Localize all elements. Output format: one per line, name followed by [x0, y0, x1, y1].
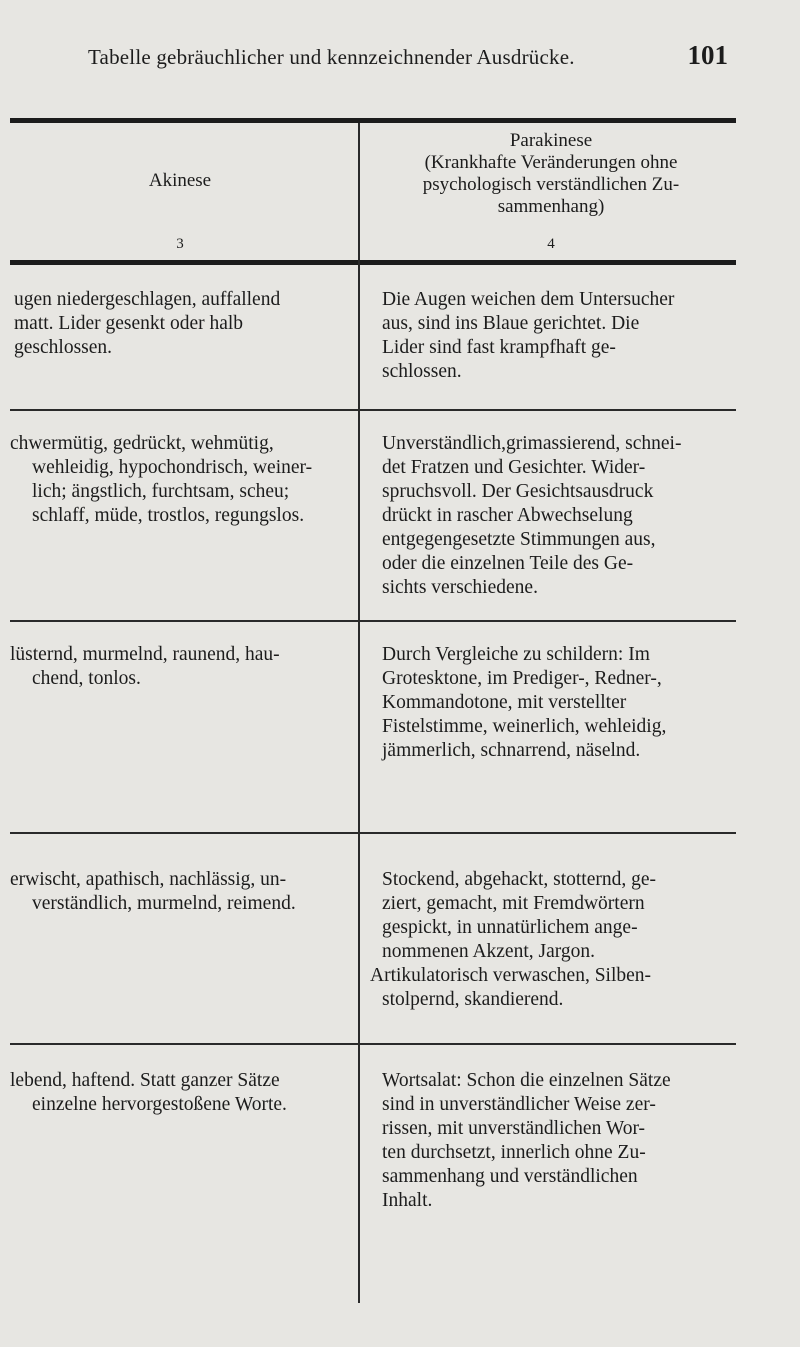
row-separator: [10, 832, 736, 834]
table-row-5-right: Wortsalat: Schon die einzelnen Sätze sind in unverständlicher Weise zer- rissen, mit unverständlichen Wor- ten durchsetzt, innerlich ohne Zu- sammenhang und verständlichen Inhalt.: [382, 1070, 671, 1211]
header-bottom-rule: [10, 260, 736, 265]
running-title: Tabelle gebräuchlicher und kennzeichnender Ausdrücke.: [88, 45, 575, 69]
table-top-rule: [10, 118, 736, 123]
table-row-1-left: ugen niedergeschlagen, auffallend matt. Lider gesenkt oder halb geschlossen.: [14, 289, 281, 358]
table-row-5-left: lebend, haftend. Statt ganzer Sätze einzelne hervorgestoßene Worte.: [10, 1070, 287, 1115]
row-separator: [10, 409, 736, 411]
column-number-3: 3: [176, 236, 184, 252]
column-number-4: 4: [547, 236, 555, 252]
page-number: 101: [687, 40, 728, 70]
table-row-4-left: erwischt, apathisch, nachlässig, un- verständlich, murmelnd, reimend.: [10, 869, 296, 914]
table-row-1-right: Die Augen weichen dem Untersucher aus, sind ins Blaue gerichtet. Die Lider sind fast krampfhaft ge- schlossen.: [382, 289, 675, 382]
column-divider: [358, 123, 360, 1303]
table-row-3-left: lüsternd, murmelnd, raunend, hau- chend, tonlos.: [10, 644, 280, 689]
table-row-2-left: chwermütig, gedrückt, wehmütig, wehleidig, hypochondrisch, weiner- lich; ängstlich, furchtsam, scheu; schlaff, müde, trostlos, regungslos.: [10, 433, 313, 526]
column-header-akinese: Akinese: [148, 170, 212, 191]
row-separator: [10, 1043, 736, 1045]
page-header: [88, 40, 728, 71]
row-separator: [10, 620, 736, 622]
table-row-4-right: Stockend, abgehackt, stotternd, ge- ziert, gemacht, mit Fremdwörtern gespickt, in unnatürlichem ange- nommenen Akzent, Jargon. Artikulatorisch verwaschen, Silben- stolpernd, skandierend.: [370, 869, 656, 1010]
column-header-parakinese: Parakinese (Krankhafte Veränderungen ohne psychologisch verständlichen Zu- sammenhang): [422, 130, 680, 217]
table-row-3-right: Durch Vergleiche zu schildern: Im Grotesktone, im Prediger-, Redner-, Kommandotone, mit verstellter Fistelstimme, weinerlich, wehleidig, jämmerlich, schnarrend, näselnd.: [382, 644, 667, 761]
table-row-2-right: Unverständlich,grimassierend, schnei- det Fratzen und Gesichter. Wider- spruchsvoll. Der Gesichtsausdruck drückt in rascher Abwechselung entgegengesetzte Stimmungen aus, oder die einzelnen Teile des Ge- sichts verschiedene.: [382, 433, 682, 598]
